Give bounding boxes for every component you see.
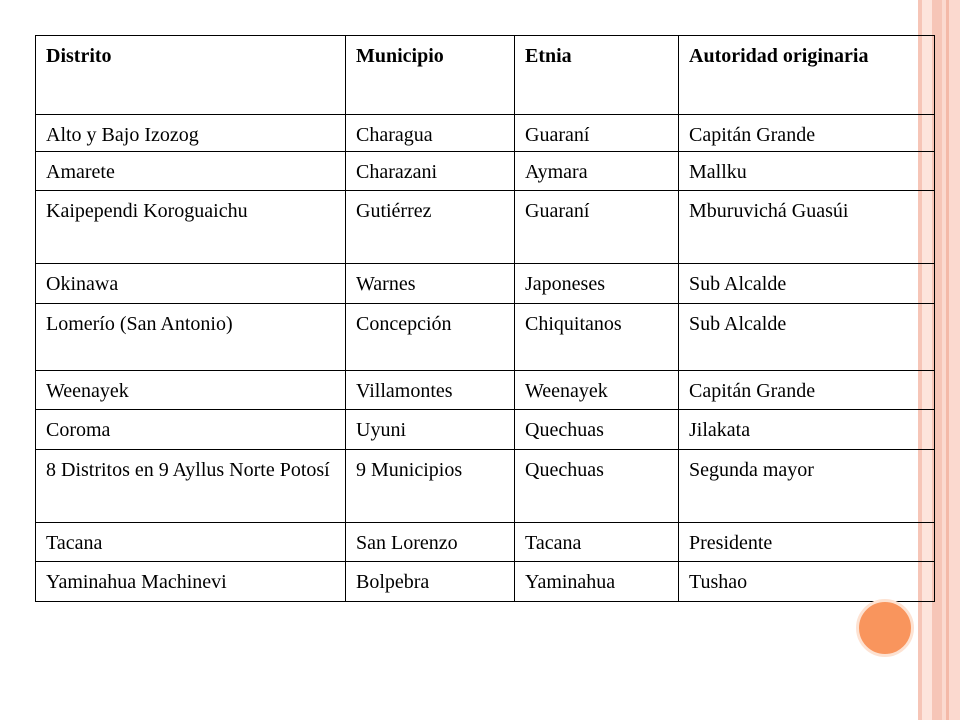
cell-autoridad: Capitán Grande — [679, 115, 935, 152]
cell-municipio: Charazani — [346, 152, 515, 191]
decor-stripe — [942, 0, 960, 720]
cell-municipio: Bolpebra — [346, 562, 515, 602]
cell-municipio: Gutiérrez — [346, 191, 515, 264]
cell-autoridad: Sub Alcalde — [679, 304, 935, 371]
cell-municipio: Villamontes — [346, 371, 515, 410]
cell-distrito: Tacana — [36, 523, 346, 562]
cell-distrito: Kaipependi Koroguaichu — [36, 191, 346, 264]
table-row — [36, 191, 935, 264]
table-row — [36, 304, 935, 371]
cell-distrito: Amarete — [36, 152, 346, 191]
cell-autoridad: Sub Alcalde — [679, 264, 935, 304]
header-autoridad: Autoridad originaria — [679, 36, 935, 115]
table-row — [36, 450, 935, 523]
table-row — [36, 410, 935, 450]
cell-etnia: Tacana — [515, 523, 679, 562]
table-row — [36, 523, 935, 562]
cell-distrito: Alto y Bajo Izozog — [36, 115, 346, 152]
cell-municipio: Concepción — [346, 304, 515, 371]
cell-autoridad: Tushao — [679, 562, 935, 602]
table-row — [36, 115, 935, 152]
authorities-table — [35, 35, 935, 602]
cell-distrito: Lomerío (San Antonio) — [36, 304, 346, 371]
cell-etnia: Quechuas — [515, 410, 679, 450]
cell-etnia: Quechuas — [515, 450, 679, 523]
cell-municipio: Warnes — [346, 264, 515, 304]
cell-etnia: Aymara — [515, 152, 679, 191]
table-header-row — [36, 36, 935, 115]
table-row — [36, 562, 935, 602]
cell-municipio: San Lorenzo — [346, 523, 515, 562]
cell-distrito: 8 Distritos en 9 Ayllus Norte Potosí — [36, 450, 346, 523]
cell-municipio: Charagua — [346, 115, 515, 152]
table-row — [36, 152, 935, 191]
cell-autoridad: Mallku — [679, 152, 935, 191]
cell-municipio: 9 Municipios — [346, 450, 515, 523]
cell-municipio: Uyuni — [346, 410, 515, 450]
cell-etnia: Guaraní — [515, 191, 679, 264]
cell-autoridad: Mburuvichá Guasúi — [679, 191, 935, 264]
cell-autoridad: Jilakata — [679, 410, 935, 450]
cell-etnia: Guaraní — [515, 115, 679, 152]
decor-stripe — [946, 0, 949, 720]
cell-distrito: Okinawa — [36, 264, 346, 304]
cell-etnia: Weenayek — [515, 371, 679, 410]
table-row — [36, 371, 935, 410]
cell-etnia: Japoneses — [515, 264, 679, 304]
header-etnia: Etnia — [515, 36, 679, 115]
table-row — [36, 264, 935, 304]
cell-etnia: Yaminahua — [515, 562, 679, 602]
cell-distrito: Yaminahua Machinevi — [36, 562, 346, 602]
cell-distrito: Coroma — [36, 410, 346, 450]
cell-autoridad: Capitán Grande — [679, 371, 935, 410]
cell-autoridad: Segunda mayor — [679, 450, 935, 523]
cell-distrito: Weenayek — [36, 371, 346, 410]
decor-circle — [856, 599, 914, 657]
cell-autoridad: Presidente — [679, 523, 935, 562]
header-distrito: Distrito — [36, 36, 346, 115]
cell-etnia: Chiquitanos — [515, 304, 679, 371]
header-municipio: Municipio — [346, 36, 515, 115]
